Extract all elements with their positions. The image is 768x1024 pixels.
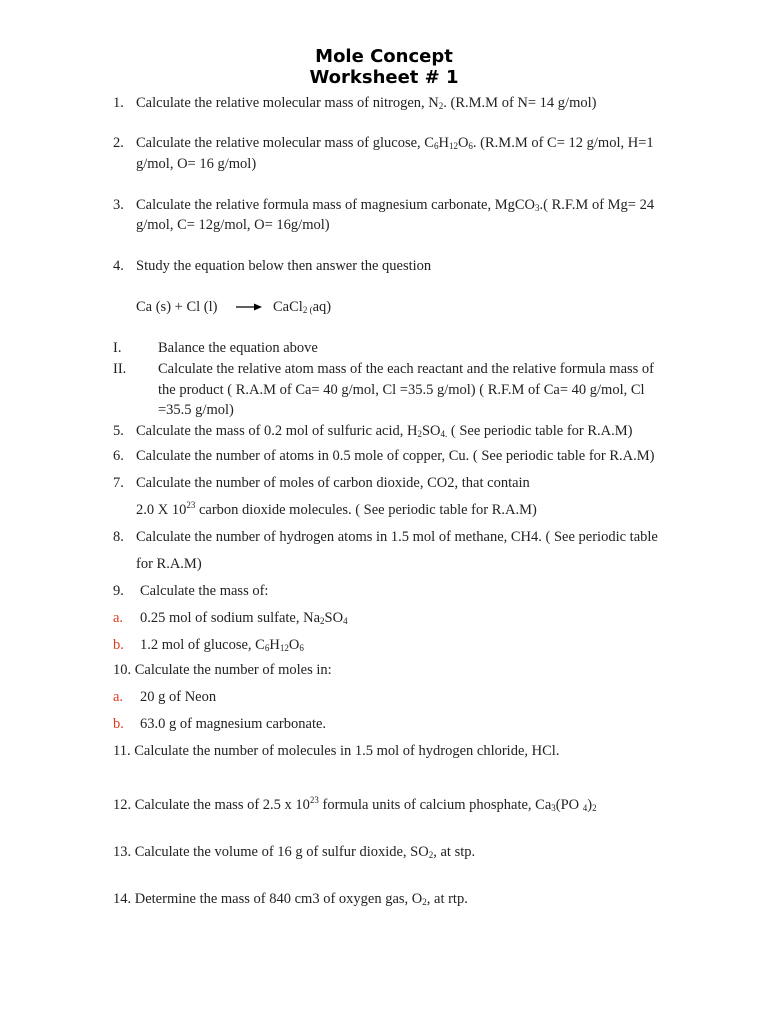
question-4-part-i-text: Balance the equation above [158, 340, 318, 356]
question-4-text: Study the equation below then answer the question [136, 258, 432, 274]
equation-product: CaCl$_{2 (}$aq) [273, 299, 332, 315]
worksheet-title: Mole Concept [315, 46, 453, 67]
question-7-number: 7. [113, 475, 124, 491]
question-8-number: 8. [113, 529, 124, 545]
question-10-part-a-text: 20 g of Neon [140, 689, 217, 705]
question-10-part-b-label: b. [113, 716, 124, 732]
question-5-text: Calculate the mass of 0.2 mol of sulfuric acid, $H_2SO_{4.}$ ( See periodic table for R.A.M) [136, 423, 633, 439]
question-7-text-cont: 2.0 X $10^{23}$ carbon dioxide molecules. ( See periodic table for R.A.M) [136, 500, 537, 518]
question-4-part-i-label: I. [113, 340, 122, 356]
question-9-part-b-text: 1.2 mol of glucose, $C_6H_{12}O_6$ [140, 637, 304, 653]
question-3-text-cont: g/mol, C= 12g/mol, O= 16g/mol) [136, 217, 330, 233]
question-6-number: 6. [113, 448, 124, 464]
question-10-part-b-text: 63.0 g of magnesium carbonate. [140, 716, 327, 732]
reaction-arrow-icon [236, 302, 262, 312]
question-9-number: 9. [113, 583, 124, 599]
question-2-text: Calculate the relative molecular mass of glucose, $C_6H_{12}O_6$. (R.M.M of C= 12 g/mol, H=1 [136, 135, 654, 151]
question-4-part-ii-label: II. [113, 361, 127, 377]
question-13-text: 13. Calculate the volume of 16 g of sulfur dioxide, $SO_2$, at stp. [113, 844, 476, 860]
question-4-number: 4. [113, 258, 124, 274]
question-9-text: Calculate the mass of: [140, 583, 269, 599]
worksheet-subtitle: Worksheet # 1 [309, 67, 459, 88]
question-2-number: 2. [113, 135, 124, 151]
question-1-text: Calculate the relative molecular mass of nitrogen, $N_2$. (R.M.M of N= 14 g/mol) [136, 95, 597, 111]
question-9-part-a-label: a. [113, 610, 124, 626]
question-10-text: 10. Calculate the number of moles in: [113, 662, 332, 678]
question-12-text: 12. Calculate the mass of 2.5 x $10^{23}$ formula units of calcium phosphate, $Ca_3(PO$ $_4)_2$ [113, 795, 597, 813]
question-11-text: 11. Calculate the number of molecules in 1.5 mol of hydrogen chloride, HCl. [113, 743, 560, 759]
question-2-text-cont: g/mol, O= 16 g/mol) [136, 156, 257, 172]
question-3-number: 3. [113, 197, 124, 213]
question-4-part-ii-text: Calculate the relative atom mass of the each reactant and the relative formula mass of [158, 361, 655, 377]
equation-reactants: Ca (s) + Cl (l) [136, 299, 218, 315]
question-8-text-cont: for R.A.M) [136, 556, 202, 572]
question-9-part-a-text: 0.25 mol of sodium sulfate, $Na_2SO_4$ [140, 610, 348, 626]
question-4-part-ii-text-end: =35.5 g/mol) [158, 402, 234, 418]
question-1-number: 1. [113, 95, 124, 111]
question-6-text: Calculate the number of atoms in 0.5 mole of copper, Cu. ( See periodic table for R.A.M) [136, 448, 655, 464]
question-4-part-ii-text-cont: the product ( R.A.M of Ca= 40 g/mol, Cl =35.5 g/mol) ( R.F.M of Ca= 40 g/mol, Cl [158, 382, 645, 398]
question-8-text: Calculate the number of hydrogen atoms in 1.5 mol of methane, CH4. ( See periodic table [136, 529, 658, 545]
question-7-text: Calculate the number of moles of carbon dioxide, CO2, that contain [136, 475, 530, 491]
question-5-number: 5. [113, 423, 124, 439]
question-3-text: Calculate the relative formula mass of magnesium carbonate, MgCO$_3$.( R.F.M of Mg= 24 [136, 197, 655, 213]
question-14-text: 14. Determine the mass of 840 cm3 of oxygen gas, $O_2$, at rtp. [113, 891, 468, 907]
question-9-part-b-label: b. [113, 637, 124, 653]
question-10-part-a-label: a. [113, 689, 124, 705]
